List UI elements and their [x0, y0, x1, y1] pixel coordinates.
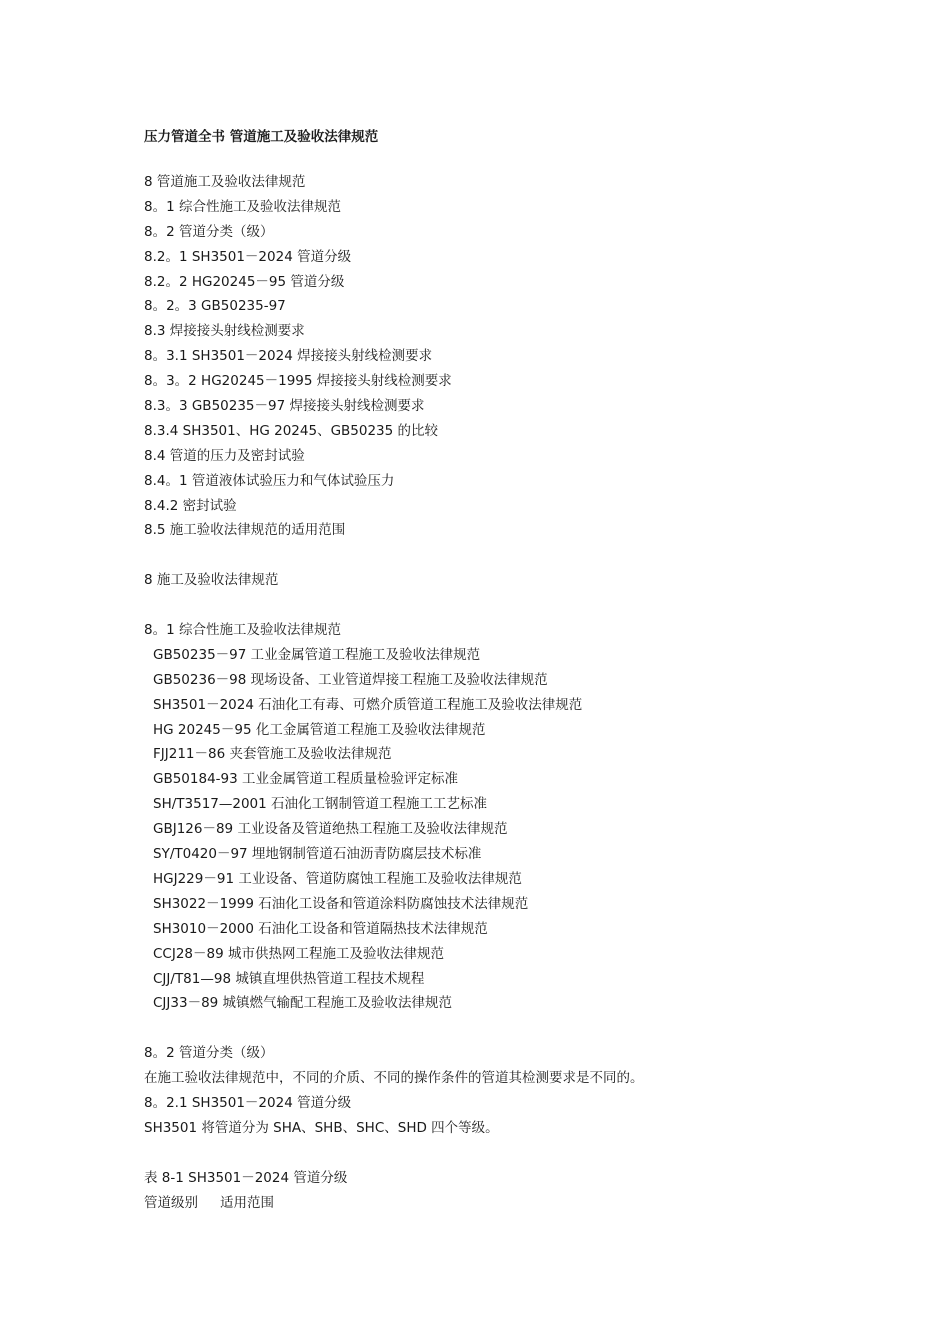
toc-item: 8。2。3 GB50235-97 — [144, 298, 286, 315]
standard-item: GB50184-93 工业金属管道工程质量检验评定标准 — [153, 771, 459, 788]
standards-list — [144, 643, 844, 1016]
standard-item: GB50236－98 现场设备、工业管道焊接工程施工及验收法律规范 — [153, 671, 548, 688]
standard-item: CCJ28－89 城市供热网工程施工及验收法律规范 — [153, 945, 444, 962]
section-8-2-1-paragraph: SH3501 将管道分为 SHA、SHB、SHC、SHD 四个等级。 — [144, 1119, 499, 1136]
section-8-2-1-heading: 8。2.1 SH3501－2024 管道分级 — [144, 1094, 352, 1111]
standard-item: SY/T0420－97 埋地钢制管道石油沥青防腐层技术标准 — [153, 846, 482, 863]
standard-item: SH/T3517—2001 石油化工钢制管道工程施工工艺标准 — [153, 796, 488, 813]
toc-item: 8。3.1 SH3501－2024 焊接接头射线检测要求 — [144, 348, 433, 365]
standard-item: CJJ/T81—98 城镇直埋供热管道工程技术规程 — [153, 970, 425, 987]
table-header-row — [144, 1191, 844, 1216]
toc-item: 8.3 焊接接头射线检测要求 — [144, 323, 305, 340]
table-header-level: 管道级别 — [144, 1194, 198, 1211]
section-8-2-heading: 8。2 管道分类（级） — [144, 1045, 274, 1062]
toc-item: 8.5 施工验收法律规范的适用范围 — [144, 522, 346, 539]
toc-item: 8.2。2 HG20245－95 管道分级 — [144, 273, 345, 290]
standard-item: GB50235－97 工业金属管道工程施工及验收法律规范 — [153, 646, 481, 663]
document-title: 压力管道全书 管道施工及验收法律规范 — [144, 129, 379, 145]
toc-item: 8.4。1 管道液体试验压力和气体试验压力 — [144, 472, 395, 489]
section-8-2-paragraph: 在施工验收法律规范中，不同的介质、不同的操作条件的管道其检测要求是不同的。 — [144, 1070, 644, 1087]
toc-item: 8。1 综合性施工及验收法律规范 — [144, 198, 341, 215]
toc-item: 8.3。3 GB50235－97 焊接接头射线检测要求 — [144, 398, 425, 415]
section-8-1-heading: 8。1 综合性施工及验收法律规范 — [144, 622, 341, 639]
toc-item: 8.3.4 SH3501、HG 20245、GB50235 的比较 — [144, 422, 439, 439]
toc-item: 8。3。2 HG20245－1995 焊接接头射线检测要求 — [144, 373, 452, 390]
toc-item: 8 管道施工及验收法律规范 — [144, 174, 306, 190]
table-header-scope: 适用范围 — [220, 1194, 274, 1211]
standard-item: FJJ211－86 夹套管施工及验收法律规范 — [153, 746, 392, 763]
table-of-contents — [144, 170, 844, 543]
standard-item: SH3501－2024 石油化工有毒、可燃介质管道工程施工及验收法律规范 — [153, 696, 583, 713]
standard-item: HGJ229－91 工业设备、管道防腐蚀工程施工及验收法律规范 — [153, 870, 522, 887]
standard-item: HG 20245－95 化工金属管道工程施工及验收法律规范 — [153, 721, 486, 738]
document-page — [144, 127, 844, 1215]
standard-item: SH3022－1999 石油化工设备和管道涂料防腐蚀技术法律规范 — [153, 895, 529, 912]
standard-item: GBJ126－89 工业设备及管道绝热工程施工及验收法律规范 — [153, 821, 508, 838]
standard-item: CJJ33－89 城镇燃气输配工程施工及验收法律规范 — [153, 995, 453, 1012]
table-caption: 表 8-1 SH3501－2024 管道分级 — [144, 1169, 348, 1186]
toc-item: 8.2。1 SH3501－2024 管道分级 — [144, 248, 352, 265]
standard-item: SH3010－2000 石油化工设备和管道隔热技术法律规范 — [153, 920, 488, 937]
toc-item: 8.4.2 密封试验 — [144, 497, 237, 514]
toc-item: 8.4 管道的压力及密封试验 — [144, 447, 305, 464]
toc-item: 8。2 管道分类（级） — [144, 223, 274, 240]
section-8-heading: 8 施工及验收法律规范 — [144, 572, 279, 589]
